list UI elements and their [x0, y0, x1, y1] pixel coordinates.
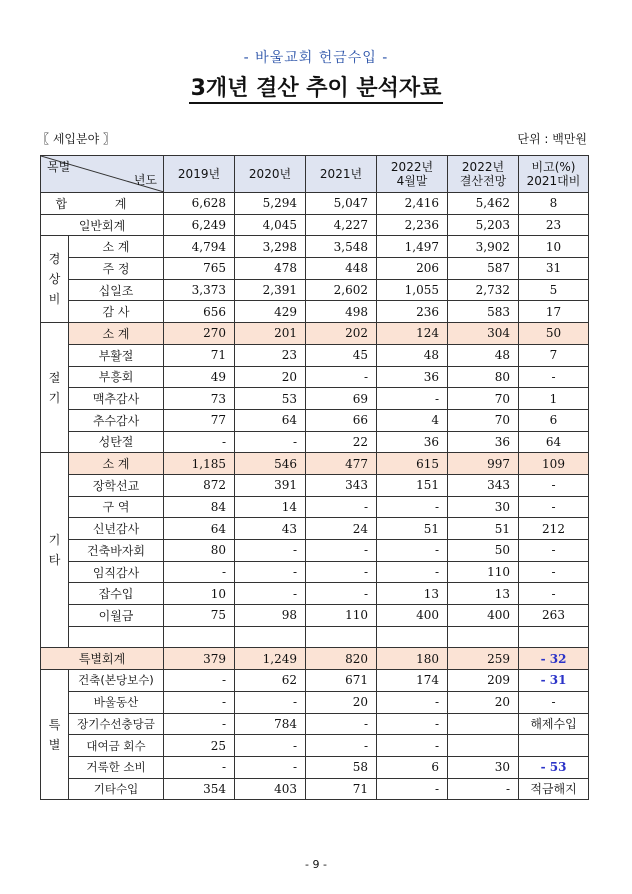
row-label: 부흥회 [69, 366, 164, 388]
corner-top-label: 목별 [47, 160, 71, 174]
row-label [69, 626, 164, 648]
document-subtitle: - 바울교회 헌금수입 - [243, 50, 389, 66]
table-cell: 58 [306, 756, 377, 778]
table-cell: - 31 [519, 670, 589, 692]
table-cell: 236 [377, 301, 448, 323]
table-cell: 1,055 [377, 279, 448, 301]
table-cell [164, 626, 235, 648]
table-cell: 206 [377, 258, 448, 280]
row-label: 거룩한 소비 [69, 756, 164, 778]
table-cell: 448 [306, 258, 377, 280]
table-cell: - [306, 713, 377, 735]
col-header: 2022년 4월말 [377, 156, 448, 193]
group-label: 특 별 [41, 670, 69, 800]
table-cell: 209 [448, 670, 519, 692]
row-label: 장학선교 [69, 474, 164, 496]
table-cell: - [306, 583, 377, 605]
table-cell: - [519, 474, 589, 496]
table-cell: 51 [448, 518, 519, 540]
table-cell: - [235, 561, 306, 583]
table-row [41, 279, 589, 301]
section-label: 〖 세입분야 〗 [37, 132, 115, 146]
table-cell: 31 [519, 258, 589, 280]
table-cell: 25 [164, 735, 235, 757]
table-cell: 20 [235, 366, 306, 388]
table-cell: - [519, 583, 589, 605]
table-cell: 478 [235, 258, 306, 280]
table-cell: - [235, 431, 306, 453]
table-cell: 48 [448, 344, 519, 366]
table-cell: 36 [377, 366, 448, 388]
table-cell [306, 626, 377, 648]
table-cell: 2,416 [377, 193, 448, 215]
row-label: 감 사 [69, 301, 164, 323]
table-cell: 429 [235, 301, 306, 323]
table-cell: 343 [306, 474, 377, 496]
table-cell: 3,373 [164, 279, 235, 301]
table-cell: 151 [377, 474, 448, 496]
table-cell: - [164, 670, 235, 692]
table-cell: 379 [164, 648, 235, 670]
table-cell: - [377, 496, 448, 518]
group-label: 경 상 비 [41, 236, 69, 323]
row-label: 장기수선충당금 [69, 713, 164, 735]
table-cell: 3,902 [448, 236, 519, 258]
table-cell: 546 [235, 453, 306, 475]
table-cell: 583 [448, 301, 519, 323]
table-row [41, 214, 589, 236]
table-cell: 2,236 [377, 214, 448, 236]
table-cell: 36 [377, 431, 448, 453]
table-cell: 84 [164, 496, 235, 518]
row-label: 구 역 [69, 496, 164, 518]
table-cell: 75 [164, 605, 235, 627]
table-cell: 820 [306, 648, 377, 670]
table-body [41, 193, 589, 800]
table-cell: - [377, 735, 448, 757]
table-cell: - [306, 496, 377, 518]
table-cell: 64 [235, 409, 306, 431]
table-cell: 10 [164, 583, 235, 605]
table-cell: 5,462 [448, 193, 519, 215]
table-cell: - [306, 366, 377, 388]
table-row [41, 583, 589, 605]
table-cell: 477 [306, 453, 377, 475]
table-row [41, 258, 589, 280]
row-label: 부활절 [69, 344, 164, 366]
table-cell: 10 [519, 236, 589, 258]
table-cell: - [519, 691, 589, 713]
row-label: 소 계 [69, 323, 164, 345]
table-cell: 6,628 [164, 193, 235, 215]
table-cell: 263 [519, 605, 589, 627]
table-cell: 212 [519, 518, 589, 540]
table-row [41, 388, 589, 410]
table-cell: 51 [377, 518, 448, 540]
table-cell: 22 [306, 431, 377, 453]
table-cell: 656 [164, 301, 235, 323]
title-text: 3개년 결산 추이 분석자료 [189, 76, 444, 104]
table-cell: 997 [448, 453, 519, 475]
table-row [41, 323, 589, 345]
row-label: 임직감사 [69, 561, 164, 583]
table-cell: 671 [306, 670, 377, 692]
header-row [41, 156, 589, 193]
group-label: 절 기 [41, 323, 69, 453]
table-cell: 2,391 [235, 279, 306, 301]
table-cell: 4,045 [235, 214, 306, 236]
table-cell: - [306, 540, 377, 562]
table-cell: 80 [448, 366, 519, 388]
revenue-table [40, 155, 589, 800]
table-cell: 5,294 [235, 193, 306, 215]
table-cell: 6 [519, 409, 589, 431]
table-cell: 70 [448, 388, 519, 410]
table-cell [448, 626, 519, 648]
table-row [41, 453, 589, 475]
table-cell: 270 [164, 323, 235, 345]
table-row [41, 735, 589, 757]
col-header: 비고(%) 2021대비 [519, 156, 589, 193]
table-cell: 498 [306, 301, 377, 323]
table-cell: 6,249 [164, 214, 235, 236]
table-cell: - 32 [519, 648, 589, 670]
table-cell: 73 [164, 388, 235, 410]
table-cell: 110 [448, 561, 519, 583]
table-cell: - [306, 735, 377, 757]
table-cell [519, 626, 589, 648]
table-cell: 7 [519, 344, 589, 366]
table-cell: - [377, 561, 448, 583]
corner-bottom-label: 년도 [133, 173, 157, 187]
document-title [0, 71, 632, 102]
table-cell: - [448, 778, 519, 800]
table-cell: 70 [448, 409, 519, 431]
col-header: 2020년 [235, 156, 306, 193]
table-cell: 30 [448, 756, 519, 778]
table-cell: - [164, 713, 235, 735]
table-row [41, 409, 589, 431]
table-cell: 36 [448, 431, 519, 453]
table-row [41, 496, 589, 518]
table-row [41, 626, 589, 648]
table-cell: 23 [235, 344, 306, 366]
table-cell: 1 [519, 388, 589, 410]
table-cell: 6 [377, 756, 448, 778]
table-cell: 304 [448, 323, 519, 345]
table-cell: 14 [235, 496, 306, 518]
table-cell: 20 [448, 691, 519, 713]
table-cell: 49 [164, 366, 235, 388]
col-header: 2019년 [164, 156, 235, 193]
table-cell: - [164, 756, 235, 778]
table-cell: 50 [519, 323, 589, 345]
table-cell: - [164, 691, 235, 713]
table-row [41, 431, 589, 453]
table-cell: 3,298 [235, 236, 306, 258]
table-cell: 174 [377, 670, 448, 692]
table-cell: 403 [235, 778, 306, 800]
row-label: 맥추감사 [69, 388, 164, 410]
table-cell: - [235, 756, 306, 778]
table-cell: 98 [235, 605, 306, 627]
table-cell: 5,203 [448, 214, 519, 236]
table-cell: 13 [377, 583, 448, 605]
table-cell: 71 [164, 344, 235, 366]
table-cell: 587 [448, 258, 519, 280]
table-cell: 110 [306, 605, 377, 627]
table-cell: 48 [377, 344, 448, 366]
row-label: 신년감사 [69, 518, 164, 540]
table-cell [448, 735, 519, 757]
table-cell: 2,732 [448, 279, 519, 301]
table-cell: - [377, 691, 448, 713]
row-label: 기타수입 [69, 778, 164, 800]
table-row [41, 713, 589, 735]
table-cell: 124 [377, 323, 448, 345]
table-cell: 1,249 [235, 648, 306, 670]
table-cell: - [519, 561, 589, 583]
table-cell: - [235, 691, 306, 713]
table-cell: 30 [448, 496, 519, 518]
row-label: 특별회계 [41, 648, 164, 670]
row-label: 십일조 [69, 279, 164, 301]
table-cell: - [377, 778, 448, 800]
row-label: 소 계 [69, 236, 164, 258]
table-cell: 적금해지 [519, 778, 589, 800]
table-cell: 80 [164, 540, 235, 562]
row-label: 잡수입 [69, 583, 164, 605]
table-row [41, 648, 589, 670]
table-cell: 24 [306, 518, 377, 540]
table-row [41, 366, 589, 388]
table-cell: 2,602 [306, 279, 377, 301]
table-cell: 해제수입 [519, 713, 589, 735]
row-label: 일반회계 [41, 214, 164, 236]
row-label: 건축(본당보수) [69, 670, 164, 692]
table-row [41, 670, 589, 692]
table-cell: - [164, 431, 235, 453]
table-cell: 202 [306, 323, 377, 345]
table-cell: 1,497 [377, 236, 448, 258]
row-label: 주 정 [69, 258, 164, 280]
table-cell: 259 [448, 648, 519, 670]
row-label: 합 계 [41, 193, 164, 215]
table-cell: 201 [235, 323, 306, 345]
table-cell: - [377, 388, 448, 410]
table-cell: 400 [448, 605, 519, 627]
table-cell [235, 626, 306, 648]
table-cell: 23 [519, 214, 589, 236]
table-cell: 765 [164, 258, 235, 280]
table-cell: 64 [164, 518, 235, 540]
table-cell: 4,794 [164, 236, 235, 258]
table-cell: 43 [235, 518, 306, 540]
table-row [41, 193, 589, 215]
table-cell: 5,047 [306, 193, 377, 215]
table-cell: - 53 [519, 756, 589, 778]
table-cell: 872 [164, 474, 235, 496]
table-cell: - [377, 540, 448, 562]
col-header: 2022년 결산전망 [448, 156, 519, 193]
table-cell: 71 [306, 778, 377, 800]
table-cell: 400 [377, 605, 448, 627]
table-cell: - [519, 540, 589, 562]
group-label: 기 타 [41, 453, 69, 648]
table-cell: 53 [235, 388, 306, 410]
page-number: - 9 - [305, 858, 327, 871]
table-cell: 391 [235, 474, 306, 496]
table-row [41, 301, 589, 323]
table-cell: - [519, 496, 589, 518]
corner-cell [41, 156, 164, 193]
table-cell: 50 [448, 540, 519, 562]
table-cell: 66 [306, 409, 377, 431]
table-cell: 3,548 [306, 236, 377, 258]
table-cell: - [164, 561, 235, 583]
table-cell [519, 735, 589, 757]
table-cell: - [235, 540, 306, 562]
row-label: 건축바자회 [69, 540, 164, 562]
row-label: 소 계 [69, 453, 164, 475]
row-label: 이월금 [69, 605, 164, 627]
table-cell: 17 [519, 301, 589, 323]
table-cell: 5 [519, 279, 589, 301]
table-row [41, 561, 589, 583]
table-cell [377, 626, 448, 648]
row-label: 대여금 회수 [69, 735, 164, 757]
table-cell: 4 [377, 409, 448, 431]
table-cell: 20 [306, 691, 377, 713]
table-cell [448, 713, 519, 735]
table-cell: 8 [519, 193, 589, 215]
table-row [41, 756, 589, 778]
table-cell: - [235, 583, 306, 605]
table-cell: 45 [306, 344, 377, 366]
table-cell: 62 [235, 670, 306, 692]
table-row [41, 518, 589, 540]
table-cell: 1,185 [164, 453, 235, 475]
table-cell: 354 [164, 778, 235, 800]
table-cell: 784 [235, 713, 306, 735]
table-cell: 77 [164, 409, 235, 431]
unit-label: 단위 : 백만원 [517, 132, 587, 146]
table-cell: 109 [519, 453, 589, 475]
table-cell: 615 [377, 453, 448, 475]
table-cell: - [519, 366, 589, 388]
table-row [41, 344, 589, 366]
table-cell: 69 [306, 388, 377, 410]
table-cell: - [235, 735, 306, 757]
col-header: 2021년 [306, 156, 377, 193]
table-row [41, 778, 589, 800]
row-label: 추수감사 [69, 409, 164, 431]
table-cell: 4,227 [306, 214, 377, 236]
table-cell: 343 [448, 474, 519, 496]
table-cell: 64 [519, 431, 589, 453]
table-row [41, 236, 589, 258]
table-row [41, 474, 589, 496]
table-row [41, 540, 589, 562]
row-label: 성탄절 [69, 431, 164, 453]
table-row [41, 691, 589, 713]
table-cell: - [377, 713, 448, 735]
table-cell: - [306, 561, 377, 583]
table-cell: 180 [377, 648, 448, 670]
row-label: 바울동산 [69, 691, 164, 713]
table-row [41, 605, 589, 627]
table-cell: 13 [448, 583, 519, 605]
